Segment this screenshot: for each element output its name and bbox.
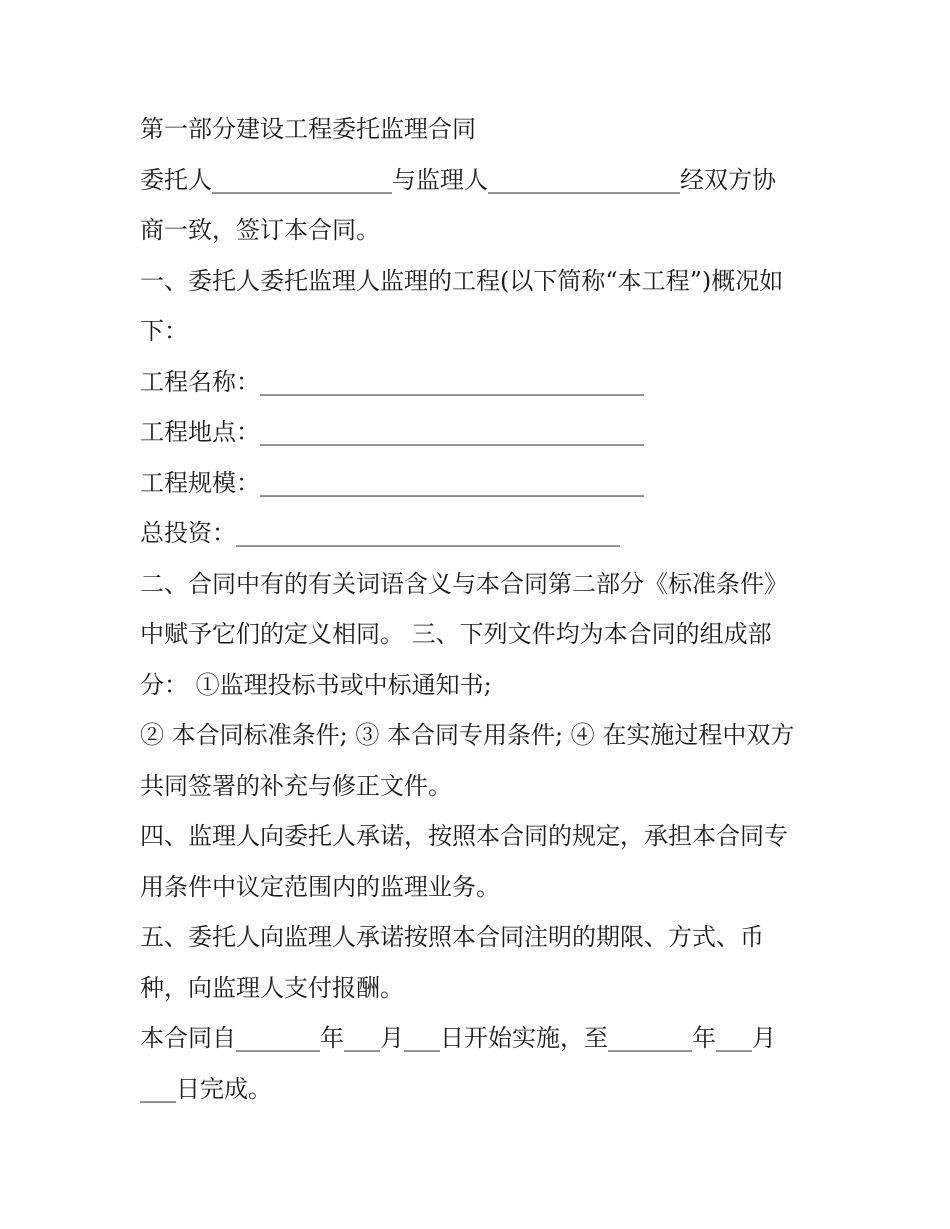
section-one-heading-cont: 下： xyxy=(140,317,188,345)
section-four-text: 四、监理人向委托人承诺，按照本合同的规定，承担本合同专 xyxy=(140,822,788,850)
project-name-field: 工程名称：________________________________ xyxy=(140,367,644,396)
section-two-three-text: 中赋予它们的定义相同。 三、下列文件均为本合同的组成部 xyxy=(140,620,772,648)
section-two-text: 二、合同中有的有关词语含义与本合同第二部分《标准条件》 xyxy=(140,569,788,598)
contract-title: 第一部分建设工程委托监理合同 xyxy=(140,115,476,143)
contract-period-line-cont: ___日完成。 xyxy=(140,1074,272,1103)
section-five-text: 五、委托人向监理人承诺按照本合同注明的期限、方式、币 xyxy=(140,923,764,951)
section-four-text-cont: 用条件中议定范围内的监理业务。 xyxy=(140,872,500,901)
parties-line-cont: 商一致，签订本合同。 xyxy=(140,216,380,244)
project-scale-field: 工程规模：________________________________ xyxy=(140,468,644,497)
project-location-field: 工程地点：________________________________ xyxy=(140,418,644,446)
section-five-text-cont: 种，向监理人支付报酬。 xyxy=(140,973,404,1002)
section-three-item-1: 分： ①监理投标书或中标通知书; xyxy=(140,670,492,699)
total-investment-field: 总投资：________________________________ xyxy=(140,519,620,547)
contract-text xyxy=(140,104,820,1114)
section-one-heading: 一、委托人委托监理人监理的工程(以下简称“本工程”)概况如 xyxy=(140,266,784,295)
contract-period-line: 本合同自_______年___月___日开始实施，至_______年___月 xyxy=(140,1024,776,1052)
parties-line: 委托人_______________与监理人________________经双方协 xyxy=(140,165,776,194)
section-three-items-cont: 共同签署的补充与修正文件。 xyxy=(140,771,452,800)
section-three-items-2-4: ② 本合同标准条件; ③ 本合同专用条件; ④ 在实施过程中双方 xyxy=(140,721,795,749)
